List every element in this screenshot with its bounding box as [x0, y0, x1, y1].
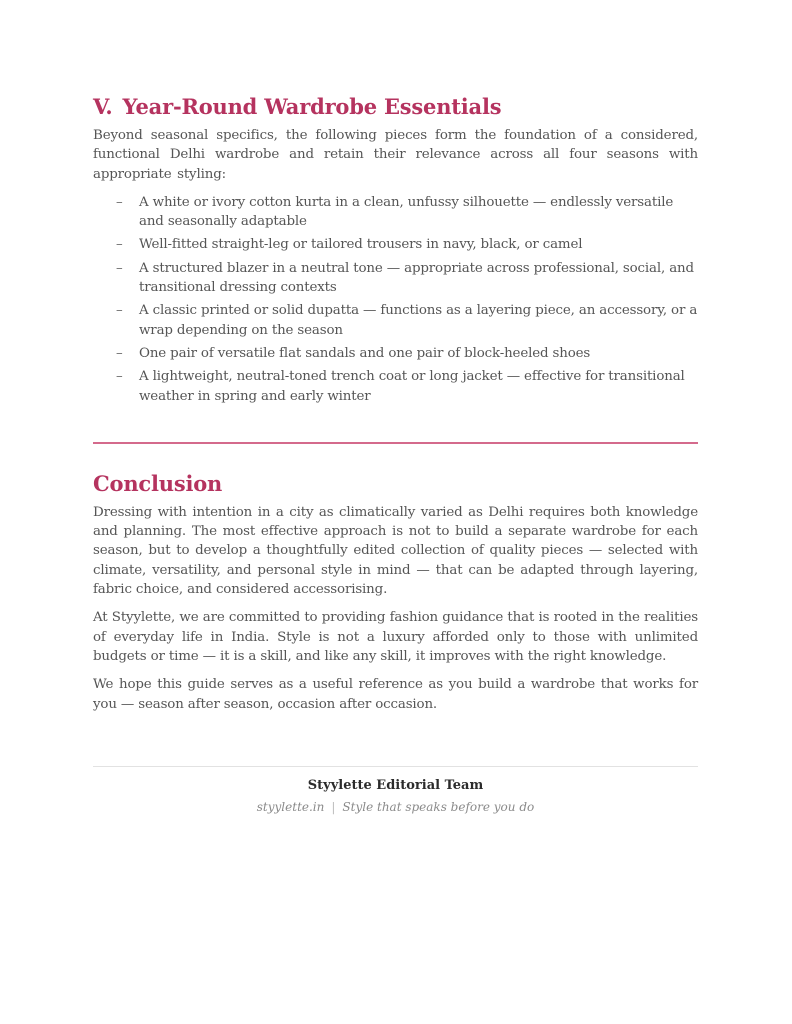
- dash-bullet-icon: –: [116, 303, 123, 319]
- list-item: [93, 301, 698, 340]
- conclusion-paragraph: Dressing with intention in a city as climatically varied as Delhi requires both knowledge and planning. The most effective approach is not to build a separate wardrobe for each season, but to develop a thoughtfully edited collection of quality pieces — selected with climate, versatility, and personal style in mind — that can be adapted through layering, fabric choice, and considered accessorising.: [93, 504, 698, 598]
- footer-divider: [93, 766, 698, 767]
- list-item-text: A white or ivory cotton kurta in a clean, unfussy silhouette — endlessly versatile and seasonally adaptable: [139, 194, 674, 230]
- conclusion-paragraph: At Styylette, we are committed to providing fashion guidance that is rooted in the realities of everyday life in India. Style is not a luxury afforded only to those with unlimited budgets or time — it is a skill, and like any skill, it improves with the right knowledge.: [93, 610, 698, 664]
- section-intro-paragraph: Beyond seasonal specifics, the following pieces form the foundation of a considered, functional Delhi wardrobe and retain their relevance across all four seasons with appropriate styling:: [93, 128, 698, 182]
- dash-bullet-icon: –: [116, 237, 123, 253]
- list-item: [93, 193, 698, 232]
- dash-bullet-icon: –: [116, 194, 123, 210]
- dash-bullet-icon: –: [116, 260, 123, 276]
- list-item-text: Well-fitted straight-leg or tailored trousers in navy, black, or camel: [139, 237, 583, 253]
- essentials-list: [93, 193, 698, 406]
- list-item: [93, 259, 698, 298]
- list-item-text: One pair of versatile flat sandals and one pair of block-heeled shoes: [139, 345, 591, 361]
- footer-team-name: Styylette Editorial Team: [307, 777, 484, 793]
- list-item-text: A lightweight, neutral-toned trench coat or long jacket — effective for transitional weather in spring and early winter: [139, 369, 685, 404]
- list-item: [93, 235, 698, 254]
- footer-separator: |: [331, 799, 336, 814]
- dash-bullet-icon: –: [116, 345, 123, 361]
- list-item: [93, 344, 698, 363]
- section-number: V.: [93, 94, 113, 119]
- dash-bullet-icon: –: [116, 369, 123, 385]
- footer-tagline: Style that speaks before you do: [342, 799, 535, 814]
- conclusion-paragraph: We hope this guide serves as a useful reference as you build a wardrobe that works for you — season after season, occasion after occasion.: [93, 677, 698, 712]
- section-title: Year-Round Wardrobe Essentials: [122, 94, 502, 119]
- footer-tagline-row: [93, 798, 698, 816]
- list-item-text: A classic printed or solid dupatta — functions as a layering piece, an accessory, or a wrap depending on the season: [139, 303, 698, 338]
- footer-site-link[interactable]: styylette.in: [256, 799, 325, 814]
- document-page: [93, 92, 698, 816]
- conclusion-heading: Conclusion: [93, 470, 223, 496]
- list-item: [93, 367, 698, 406]
- list-item-text: A structured blazer in a neutral tone — appropriate across professional, social, and transitional dressing contexts: [139, 260, 694, 296]
- section-heading-year-round-essentials: [93, 92, 698, 122]
- section-divider: [93, 442, 698, 444]
